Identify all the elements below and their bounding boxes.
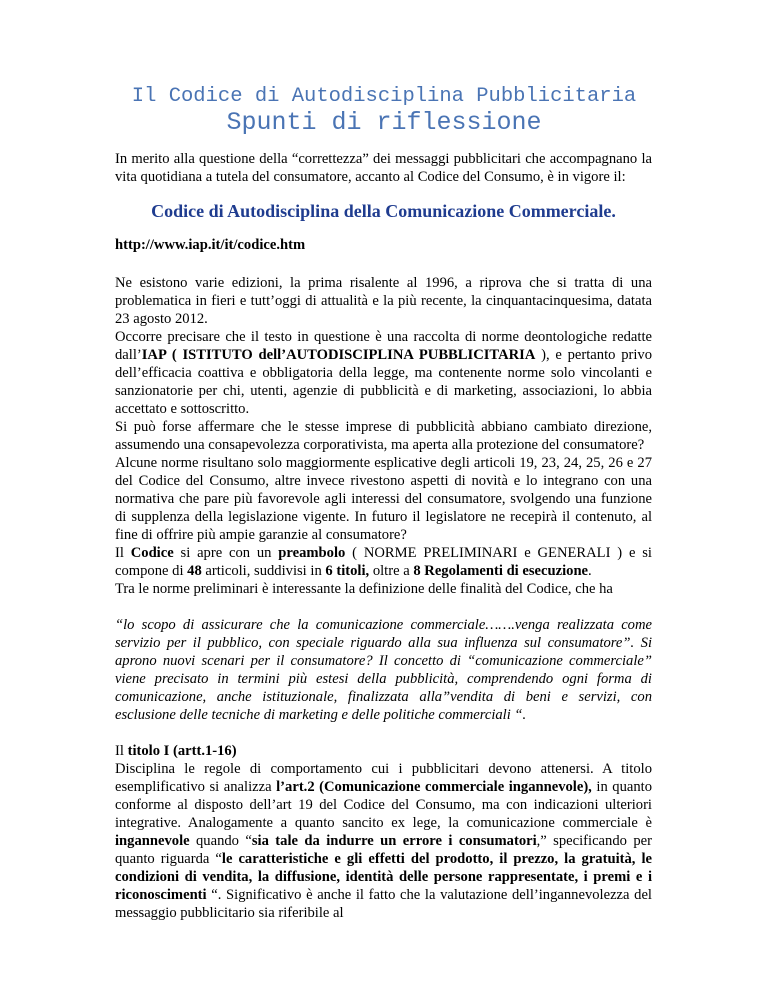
codice-heading: Codice di Autodisciplina della Comunicazione Commerciale. — [151, 201, 616, 221]
struttura-paragraph: Il Codice si apre con un preambolo ( NORME PRELIMINARI e GENERALI ) e si compone di 48 articoli, suddivisi in 6 titoli, oltre a 8 Regolamenti di esecuzione. — [115, 545, 652, 579]
document-subtitle: Spunti di riflessione — [226, 108, 542, 137]
intro-paragraph: In merito alla questione della “correttezza” dei messaggi pubblicitari che accompagnano la vita quotidiana a tutela del consumatore, accanto al Codice del Consumo, è in vigore il: — [115, 151, 652, 185]
editions-paragraph: Ne esistono varie edizioni, la prima risalente al 1996, a riprova che si tratta di una problematica in fieri e tutt’oggi di attualità e la più recente, la cinquantacinquesima, datata 23 agosto 2012. — [115, 275, 652, 327]
titolo-heading: Il titolo I (artt.1-16) — [115, 743, 237, 759]
art2-paragraph: Disciplina le regole di comportamento cui i pubblicitari devono attenersi. A titolo esemplificativo si analizza l’art.2 (Comunicazione commerciale ingannevole), in quanto conforme al disposto dell’art 19 del Codice del Consumo, ma con indicazioni ulteriori integrative. Analogamente a quanto sancito ex lege, la comunicazione commerciale è ingannevole quando “sia tale da indurre un errore i consumatori,” specificando per quanto riguarda “le caratteristiche e gli effetti del prodotto, il prezzo, la gratuità, le condizioni di vendita, la diffusione, identità delle persone rappresentate, i premi e i riconoscimenti “. Significativo è anche il fatto che la valutazione dell’ingannevolezza del messaggio pubblicitario sia riferibile al — [115, 761, 653, 921]
imprese-paragraph: Si può forse affermare che le stesse imprese di pubblicità abbiano cambiato direzione, assumendo una consapevolezza corporativista, ma aperta alla protezione del consumatore? — [115, 419, 652, 453]
document-title: Il Codice di Autodisciplina Pubblicitaria — [131, 85, 637, 108]
iap-name: IAP ( ISTITUTO dell’AUTODISCIPLINA PUBBLICITARIA — [141, 347, 536, 363]
document-body — [115, 150, 652, 922]
codice-link[interactable]: http://www.iap.it/it/codice.htm — [115, 237, 306, 253]
norme-paragraph: Alcune norme risultano solo maggiormente esplicative degli articoli 19, 23, 24, 25, 26 e 27 del Codice del Consumo, altre invece rivestono aspetti di novità e lo integrano con una normativa che pare più favorevole agli interessi del consumatore, svolgendo una funzione di supplenza della legislazione vigente. In futuro il legislatore ne recepirà il contenuto, al fine di offrire più ampie garanzie al consumatore? — [115, 455, 652, 543]
finalita-paragraph: Tra le norme preliminari è interessante la definizione delle finalità del Codice, che ha — [115, 581, 613, 597]
iap-paragraph: Occorre precisare che il testo in questione è una raccolta di norme deontologiche redatte dall’IAP ( ISTITUTO dell’AUTODISCIPLINA PUBBLICITARIA ), e pertanto privo dell’efficacia coattiva e obbligatoria della legge, ma contenente norme solo vincolanti e sanzionatorie per chi, utenti, agenzie di pubblicità e di marketing, associazioni, lo abbia accettato e sottoscritto. — [115, 329, 652, 417]
quote-paragraph: “lo scopo di assicurare che la comunicazione commerciale…….venga realizzata come servizio per il pubblico, con speciale riguardo alla sua influenza sul consumatore”. Si aprono nuovi scenari per il consumatore? Il concetto di “comunicazione commerciale” viene precisato in termini più estesi della pubblicità, comprendendo ogni forma di comunicazione, anche istituzionale, finalizzata alla”vendita di beni e servizi, con esclusione delle tecniche di marketing e delle politiche commerciali “. — [115, 617, 652, 723]
